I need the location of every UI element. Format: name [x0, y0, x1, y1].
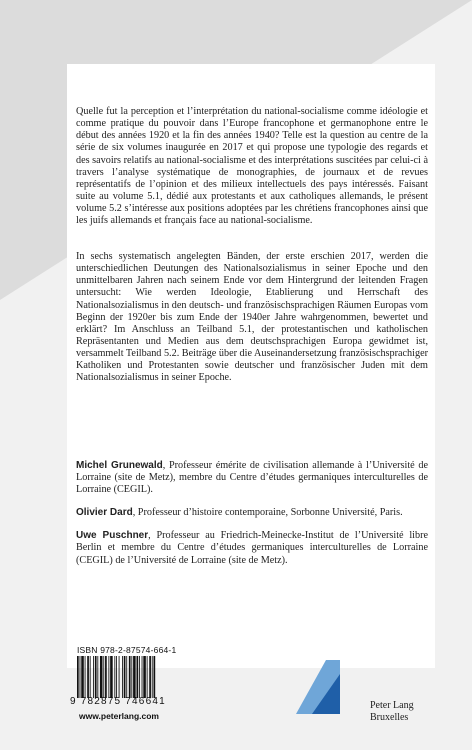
barcode-bar: [154, 656, 156, 698]
barcode-bar: [100, 656, 103, 698]
barcode-digits: 9 782875 746641: [70, 696, 166, 707]
barcode-bar: [87, 656, 89, 698]
barcode-bar: [103, 656, 104, 698]
barcode-bar: [137, 656, 139, 698]
author-bio: , Professeur au Friedrich-Meinecke-Institut de l’Université libre Berlin et membre du Centre d’études germaniques interculturelles de Lorraine (CEGIL) de l’Université de Lorraine (site de Metz).: [76, 530, 428, 566]
barcode-bar: [90, 656, 91, 698]
barcode-bar: [81, 656, 84, 698]
barcode-bar: [139, 656, 140, 698]
barcode-bar: [97, 656, 98, 698]
barcode-bar: [122, 656, 123, 698]
author-bio: , Professeur d’histoire contemporaine, Sorbonne Université, Paris.: [132, 507, 403, 519]
author-name: Uwe Puschner: [76, 530, 149, 542]
barcode-bar: [119, 656, 120, 698]
barcode-bar: [149, 656, 151, 698]
isbn: ISBN 978-2-87574-664-1: [77, 645, 177, 655]
barcode-bar: [147, 656, 148, 698]
barcode-bar: [80, 656, 81, 698]
barcode-bar: [133, 656, 136, 698]
barcode-bar: [110, 656, 113, 698]
barcode-bar: [93, 656, 94, 698]
barcode-bar: [77, 656, 79, 698]
barcode-bar: [129, 656, 131, 698]
author-name: Olivier Dard: [76, 507, 133, 519]
barcode-bar: [85, 656, 86, 698]
barcode-bar: [142, 656, 143, 698]
barcode-bar: [131, 656, 132, 698]
author-entry: [76, 460, 428, 496]
barcode-bar: [152, 656, 153, 698]
barcode-bar: [143, 656, 146, 698]
description-german: In sechs systematisch angelegten Bänden, der erste erschien 2017, werden die unterschiedlichen Deutungen des Nationalsozialismus in seiner Epoche und den unmittelbaren Jahren nach seinem Ende vor dem Hintergrund der leitenden Fragen untersucht: Wie werden Ideologie, Etablierung und Herrschaft des Nationalsozialismus in den deutsch- und französischsprachigen Räumen Europas vom Beginn der 1920er bis zum Ende der 1940er Jahre wahrgenommen, bewertet und erklärt? Im Anschluss an Teilband 5.1, der protestantischen und katholischen Repräsentanten und Medien aus dem deutschsprachigen Europa gewidmet ist, versammelt Teilband 5.2. Beiträge über die Auseinandersetzung französischsprachiger Katholiken und Protestanten sowie deutscher und französischer Juden mit dem Nationalsozialismus in seiner Epoche.: [76, 251, 428, 384]
barcode-bar: [126, 656, 127, 698]
barcode-bar: [108, 656, 109, 698]
publisher-imprint: [370, 700, 414, 723]
author-name: Michel Grunewald: [76, 460, 163, 471]
barcode-bar: [114, 656, 115, 698]
barcode-bar: [116, 656, 117, 698]
publisher-name: Peter Lang: [370, 700, 414, 711]
author-entry: [76, 507, 428, 519]
author-list: [76, 460, 428, 578]
author-entry: [76, 530, 428, 566]
publisher-logo-icon: [296, 660, 340, 714]
barcode-bar: [124, 656, 126, 698]
publisher-city: Bruxelles: [370, 711, 409, 723]
barcode-bar: [95, 656, 97, 698]
author-bio: , Professeur émérite de civilisation allemande à l’Université de Lorraine (site de Metz), membre du Centre d’études germaniques interculturelles de Lorraine (CEGIL).: [76, 460, 428, 496]
barcode-bar: [105, 656, 107, 698]
description-french: Quelle fut la perception et l’interprétation du national-socialisme comme idéologie et comme pratique du pouvoir dans l’Europe francophone et germanophone entre le début des années 1920 et la fin des années 1940? Telle est la question au centre de la série de six volumes inaugurée en 2017 et qui propose une typologie des regards et des savoirs relatifs au national-socialisme et des interprétations suscitées par celui-ci à travers l’analyse systématique de monographies, de journaux et de revues représentatifs de l’opinion et des milieux intellectuels des pays intéressés. Faisant suite au volume 5.1, dédié aux protestants et aux catholiques allemands, le présent volume 5.2 s’intéresse aux positions adoptées par les chrétiens francophones ainsi que les juifs allemands et français face au national-socialisme.: [76, 106, 428, 227]
barcode: [77, 656, 185, 698]
publisher-url: www.peterlang.com: [79, 711, 159, 721]
